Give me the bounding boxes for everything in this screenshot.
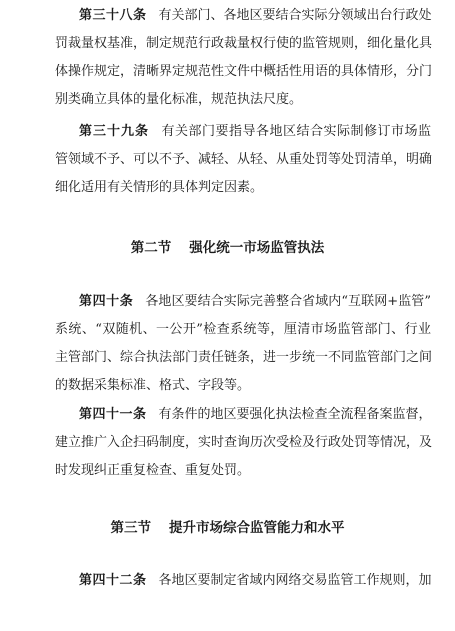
article-text-line: 细化适用有关情形的具体判定因素。: [55, 180, 264, 195]
section-title: 强化统一市场监管执法: [189, 240, 325, 256]
article-text-line: 体操作规定，清晰界定规范性文件中概括性用语的具体情形，分门: [55, 64, 433, 79]
article-38: [55, 2, 431, 114]
article-number: 第四十一条: [79, 407, 147, 422]
article-text-line: 的数据采集标准、格式、字段等。: [55, 378, 251, 393]
section-title: 提升市场综合监管能力和水平: [169, 520, 345, 536]
article-number: 第四十条: [79, 294, 134, 309]
article-text-line: 各地区要制定省域内网络交易监管工作规则，加: [158, 573, 432, 588]
article-text-line: 时发现纠正重复检查、重复处罚。: [55, 463, 251, 478]
article-number: 第三十八条: [79, 8, 147, 23]
article-text-line: 各地区要结合实际完善整合省域内“互联网+监管”: [145, 294, 431, 309]
article-text-line: 有关部门要指导各地区结合实际制修订市场监: [161, 124, 431, 139]
section-heading: [0, 238, 455, 258]
section-number: 第三节: [110, 520, 151, 536]
article-42: [55, 567, 431, 595]
article-39: [55, 118, 431, 202]
article-text-line: 有条件的地区要强化执法检查全流程备案监督，: [158, 407, 432, 422]
article-number: 第三十九条: [79, 124, 149, 139]
article-text-line: 别类确立具体的量化标准，规范执法尺度。: [55, 92, 303, 107]
article-text-line: 系统、“双随机、一公开”检查系统等，厘清市场监管部门、行业: [55, 322, 431, 337]
section-heading: [0, 518, 455, 538]
article-number: 第四十二条: [79, 573, 147, 588]
article-text-line: 主管部门、综合执法部门责任链条，进一步统一不同监管部门之间: [55, 350, 433, 365]
article-text-line: 建立推广入企扫码制度，实时查询历次受检及行政处罚等情况，及: [55, 435, 433, 450]
article-40: [55, 288, 431, 400]
article-41: [55, 401, 431, 485]
article-text-line: 管领域不予、可以不予、减轻、从轻、从重处罚等处罚清单，明确: [55, 152, 433, 167]
article-text-line: 有关部门、各地区要结合实际分领域出台行政处: [158, 8, 432, 23]
article-text-line: 罚裁量权基准，制定规范行政裁量权行使的监管规则，细化量化具: [55, 36, 433, 51]
section-number: 第二节: [130, 240, 172, 256]
